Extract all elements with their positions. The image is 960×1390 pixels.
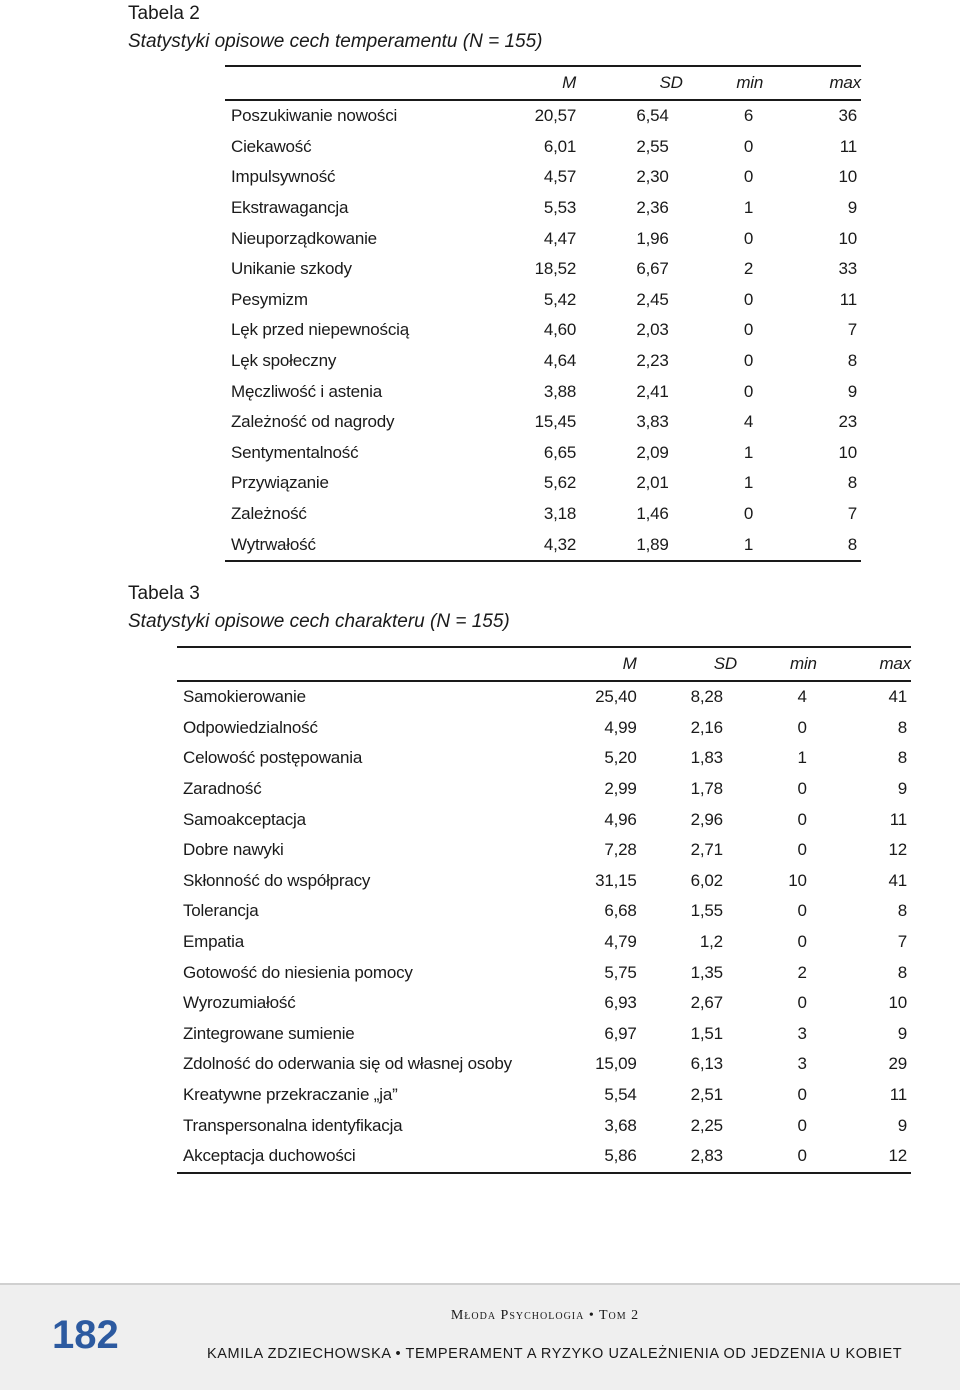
table-row xyxy=(177,1110,911,1141)
cell-sd: 2,67 xyxy=(690,993,723,1013)
cell-m: 4,32 xyxy=(448,529,576,561)
row-label: Ekstrawagancja xyxy=(231,198,349,218)
cell-max: 9 xyxy=(847,198,857,218)
row-label: Celowość postępowania xyxy=(183,748,363,768)
cell-m: 6,97 xyxy=(604,1023,637,1043)
table-row xyxy=(225,100,861,132)
cell-m: 5,42 xyxy=(543,289,577,309)
cell-sd: 2,09 xyxy=(636,442,669,462)
cell-max: 7 xyxy=(847,504,857,524)
table-row xyxy=(225,529,861,561)
table-row xyxy=(225,223,861,254)
cell-m: 4,60 xyxy=(543,320,577,340)
cell-m: 5,86 xyxy=(520,1141,637,1173)
cell-max: 29 xyxy=(888,1054,907,1074)
cell-sd: 2,51 xyxy=(690,1085,723,1105)
cell-sd: 2,01 xyxy=(636,473,669,493)
header-min: min xyxy=(737,647,817,681)
cell-sd: 2,16 xyxy=(690,717,723,737)
row-label: Skłonność do współpracy xyxy=(183,870,371,890)
journal-title: Młoda Psychologia • Tom 2 xyxy=(450,1308,640,1323)
cell-m: 31,15 xyxy=(595,870,637,890)
cell-m: 4,99 xyxy=(604,717,637,737)
cell-sd: 1,96 xyxy=(636,228,669,248)
cell-m: 3,18 xyxy=(543,504,577,524)
header-empty xyxy=(225,66,448,100)
table-row xyxy=(225,438,861,469)
cell-sd: 1,35 xyxy=(690,962,723,982)
table-row xyxy=(177,1049,911,1080)
row-label: Wytrwałość xyxy=(225,529,448,561)
row-label: Unikanie szkody xyxy=(231,259,352,279)
table-row xyxy=(177,774,911,805)
cell-m: 5,53 xyxy=(543,198,577,218)
table2-label: Tabela 2 xyxy=(128,3,200,24)
cell-m: 6,68 xyxy=(604,901,637,921)
cell-m: 7,28 xyxy=(604,840,637,860)
cell-sd: 2,55 xyxy=(636,136,669,156)
header-max: max xyxy=(763,66,861,100)
cell-min: 1 xyxy=(683,529,763,561)
cell-min: 1 xyxy=(797,748,807,768)
table-row xyxy=(225,376,861,407)
cell-min: 0 xyxy=(797,932,807,952)
table-body xyxy=(177,681,911,1173)
cell-sd: 1,46 xyxy=(636,504,669,524)
table-row xyxy=(177,1019,911,1050)
header-min: min xyxy=(683,66,763,100)
table-row xyxy=(177,681,911,713)
cell-max: 7 xyxy=(897,932,907,952)
table-row xyxy=(177,713,911,744)
cell-min: 0 xyxy=(797,1085,807,1105)
row-label: Empatia xyxy=(183,932,244,952)
cell-sd: 2,03 xyxy=(636,320,669,340)
cell-sd: 2,41 xyxy=(636,381,669,401)
cell-max: 10 xyxy=(838,228,857,248)
cell-min: 4 xyxy=(743,412,754,432)
cell-min: 0 xyxy=(743,228,754,248)
cell-m: 15,09 xyxy=(595,1054,637,1074)
cell-max: 41 xyxy=(888,687,907,707)
cell-max: 8 xyxy=(897,717,907,737)
cell-max: 9 xyxy=(897,779,907,799)
cell-max: 8 xyxy=(847,473,857,493)
cell-m: 4,96 xyxy=(604,809,637,829)
cell-m: 5,54 xyxy=(604,1085,637,1105)
cell-m: 6,01 xyxy=(543,136,577,156)
table2-caption xyxy=(128,0,543,56)
cell-max: 10 xyxy=(838,167,857,187)
cell-max: 11 xyxy=(839,289,857,309)
row-label: Samokierowanie xyxy=(183,687,306,707)
row-label: Zależność xyxy=(231,504,307,524)
character-table xyxy=(177,646,911,1174)
row-label: Lęk przed niepewnością xyxy=(231,320,409,340)
cell-m: 4,64 xyxy=(543,351,577,371)
cell-min: 0 xyxy=(743,381,754,401)
page-footer xyxy=(0,1283,960,1390)
cell-min: 0 xyxy=(743,351,754,371)
table-row xyxy=(177,743,911,774)
cell-sd: 2,45 xyxy=(636,289,669,309)
cell-m: 6,93 xyxy=(604,993,637,1013)
cell-sd: 6,13 xyxy=(690,1054,723,1074)
table-header-row xyxy=(225,66,861,100)
cell-min: 2 xyxy=(743,259,754,279)
cell-max: 12 xyxy=(817,1141,911,1173)
table-row xyxy=(177,927,911,958)
cell-m: 5,20 xyxy=(604,748,637,768)
row-label: Lęk społeczny xyxy=(231,351,337,371)
row-label: Męczliwość i astenia xyxy=(231,381,382,401)
cell-m: 25,40 xyxy=(595,687,637,707)
header-empty xyxy=(177,647,520,681)
header-m: M xyxy=(448,66,576,100)
cell-sd: 1,51 xyxy=(690,1023,723,1043)
cell-min: 0 xyxy=(743,289,754,309)
table-row xyxy=(225,193,861,224)
cell-max: 7 xyxy=(847,320,857,340)
table-row xyxy=(177,835,911,866)
cell-max: 8 xyxy=(897,748,907,768)
cell-min: 0 xyxy=(797,809,807,829)
cell-m: 18,52 xyxy=(534,259,577,279)
row-label: Poszukiwanie nowości xyxy=(231,106,398,126)
row-label: Ciekawość xyxy=(231,136,312,156)
cell-max: 36 xyxy=(838,106,857,126)
cell-m: 3,88 xyxy=(543,381,577,401)
cell-min: 0 xyxy=(797,901,807,921)
table-row xyxy=(177,957,911,988)
cell-max: 11 xyxy=(839,136,857,156)
header-sd: SD xyxy=(637,647,737,681)
cell-max: 10 xyxy=(888,993,907,1013)
row-label: Nieuporządkowanie xyxy=(231,228,377,248)
table3-subtitle: Statystyki opisowe cech charakteru (N = 155) xyxy=(128,611,510,632)
row-label: Przywiązanie xyxy=(231,473,329,493)
header-max: max xyxy=(817,647,911,681)
table-row xyxy=(225,468,861,499)
header-sd: SD xyxy=(576,66,683,100)
cell-min: 3 xyxy=(797,1054,807,1074)
cell-max: 9 xyxy=(897,1023,907,1043)
cell-sd: 2,96 xyxy=(690,809,723,829)
cell-min: 0 xyxy=(743,167,754,187)
cell-max: 41 xyxy=(888,870,907,890)
row-label: Zdolność do oderwania się od własnej osoby xyxy=(183,1054,512,1074)
cell-min: 1 xyxy=(743,473,754,493)
cell-max: 11 xyxy=(889,1085,907,1105)
header-m: M xyxy=(520,647,637,681)
cell-min: 0 xyxy=(743,136,754,156)
cell-m: 5,75 xyxy=(604,962,637,982)
table-row xyxy=(177,896,911,927)
cell-m: 2,99 xyxy=(604,779,637,799)
row-label: Gotowość do niesienia pomocy xyxy=(183,962,413,982)
cell-sd: 2,30 xyxy=(636,167,669,187)
table-row xyxy=(177,866,911,897)
table-row xyxy=(177,1141,911,1173)
cell-min: 0 xyxy=(737,1141,817,1173)
cell-m: 4,47 xyxy=(543,228,577,248)
cell-sd: 3,83 xyxy=(636,412,669,432)
cell-sd: 1,78 xyxy=(690,779,723,799)
row-label: Zaradność xyxy=(183,779,262,799)
table-row xyxy=(225,285,861,316)
cell-min: 0 xyxy=(797,993,807,1013)
table-row xyxy=(225,162,861,193)
table-row xyxy=(177,988,911,1019)
cell-max: 8 xyxy=(897,962,907,982)
cell-min: 0 xyxy=(797,717,807,737)
cell-min: 0 xyxy=(797,840,807,860)
cell-max: 12 xyxy=(888,840,907,860)
row-label: Dobre nawyki xyxy=(183,840,284,860)
cell-m: 4,79 xyxy=(604,932,637,952)
running-title: KAMILA ZDZIECHOWSKA • TEMPERAMENT A RYZYKO UZALEŻNIENIA OD JEDZENIA U KOBIET xyxy=(207,1346,903,1362)
cell-min: 10 xyxy=(788,870,807,890)
cell-m: 20,57 xyxy=(534,106,577,126)
row-label: Sentymentalność xyxy=(231,442,359,462)
cell-sd: 2,25 xyxy=(690,1115,723,1135)
table-row xyxy=(225,499,861,530)
cell-min: 1 xyxy=(743,198,754,218)
cell-min: 0 xyxy=(743,504,754,524)
table-row xyxy=(225,346,861,377)
table-row xyxy=(225,254,861,285)
cell-sd: 6,54 xyxy=(636,106,669,126)
cell-max: 8 xyxy=(847,351,857,371)
row-label: Impulsywność xyxy=(231,167,336,187)
cell-sd: 1,83 xyxy=(690,748,723,768)
cell-sd: 2,83 xyxy=(637,1141,737,1173)
table2-subtitle: Statystyki opisowe cech temperamentu (N = 155) xyxy=(128,31,543,52)
cell-sd: 8,28 xyxy=(690,687,723,707)
row-label: Tolerancja xyxy=(183,901,259,921)
cell-min: 2 xyxy=(797,962,807,982)
cell-min: 0 xyxy=(743,320,754,340)
cell-sd: 2,71 xyxy=(690,840,723,860)
temperament-table xyxy=(225,65,861,562)
cell-sd: 2,23 xyxy=(636,351,669,371)
cell-sd: 1,55 xyxy=(690,901,723,921)
cell-m: 5,62 xyxy=(543,473,577,493)
cell-max: 9 xyxy=(897,1115,907,1135)
page-number: 182 xyxy=(52,1313,119,1357)
cell-min: 0 xyxy=(797,1115,807,1135)
cell-sd: 1,89 xyxy=(576,529,683,561)
table-header-row xyxy=(177,647,911,681)
cell-min: 6 xyxy=(743,106,754,126)
cell-min: 0 xyxy=(797,779,807,799)
row-label: Odpowiedzialność xyxy=(183,717,318,737)
cell-max: 10 xyxy=(838,442,857,462)
cell-sd: 1,2 xyxy=(699,932,723,952)
row-label: Kreatywne przekraczanie „ja” xyxy=(183,1085,398,1105)
row-label: Zależność od nagrody xyxy=(231,412,395,432)
table-body xyxy=(225,100,861,561)
table-row xyxy=(225,407,861,438)
cell-max: 8 xyxy=(763,529,861,561)
table-row xyxy=(177,1080,911,1111)
cell-max: 11 xyxy=(889,809,907,829)
cell-sd: 2,36 xyxy=(636,198,669,218)
table-row xyxy=(177,804,911,835)
table-row xyxy=(225,315,861,346)
cell-min: 1 xyxy=(743,442,754,462)
cell-min: 3 xyxy=(797,1023,807,1043)
row-label: Samoakceptacja xyxy=(183,809,306,829)
cell-m: 3,68 xyxy=(604,1115,637,1135)
row-label: Zintegrowane sumienie xyxy=(183,1023,355,1043)
cell-sd: 6,67 xyxy=(636,259,669,279)
cell-min: 4 xyxy=(797,687,807,707)
cell-max: 8 xyxy=(897,901,907,921)
table3-caption xyxy=(128,580,510,636)
cell-m: 4,57 xyxy=(543,167,577,187)
cell-max: 33 xyxy=(838,259,857,279)
row-label: Akceptacja duchowości xyxy=(177,1141,520,1173)
row-label: Pesymizm xyxy=(231,289,308,309)
row-label: Wyrozumiałość xyxy=(183,993,296,1013)
cell-sd: 6,02 xyxy=(690,870,723,890)
cell-max: 9 xyxy=(847,381,857,401)
cell-m: 6,65 xyxy=(543,442,577,462)
cell-m: 15,45 xyxy=(534,412,577,432)
row-label: Transpersonalna identyfikacja xyxy=(183,1115,403,1135)
table3-label: Tabela 3 xyxy=(128,583,200,604)
table-row xyxy=(225,132,861,163)
cell-max: 23 xyxy=(838,412,857,432)
